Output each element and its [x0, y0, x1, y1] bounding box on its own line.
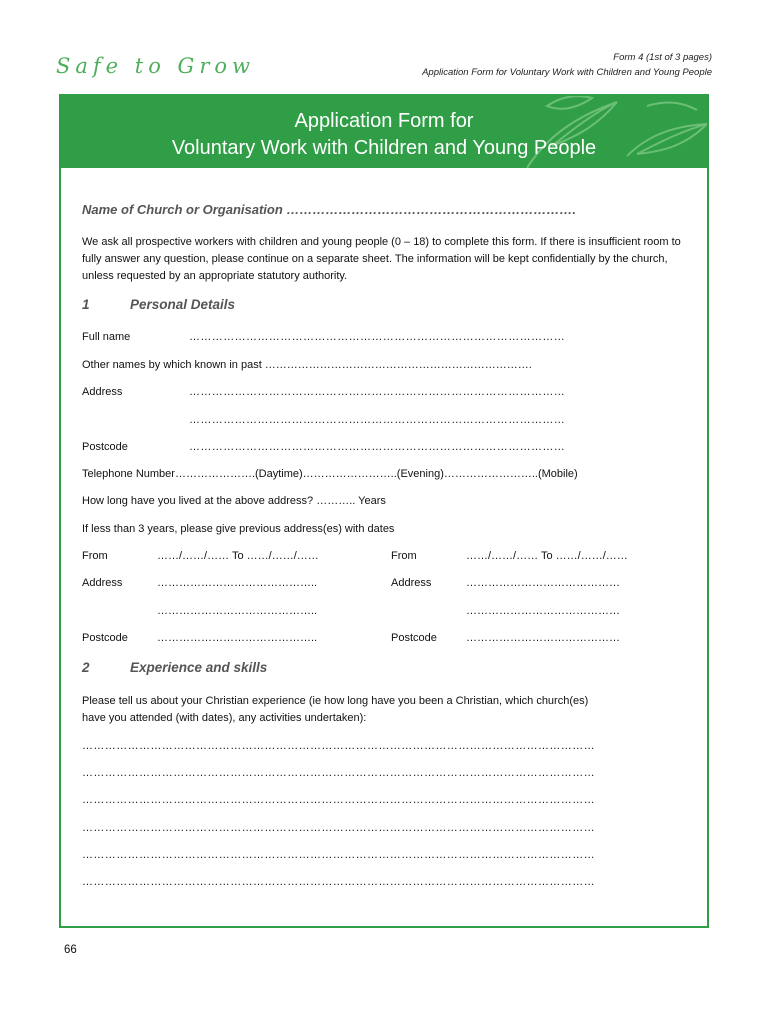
- prev-postcode-label-2: Postcode: [391, 632, 437, 644]
- prev-address-field-line2[interactable]: ……………………………………..: [157, 605, 318, 617]
- from-label: From: [82, 550, 108, 562]
- section-title: Experience and skills: [130, 660, 268, 675]
- experience-answer-line[interactable]: ………………………………………………………………………………………………………………………: [82, 822, 595, 834]
- previous-address-instruction: If less than 3 years, please give previous address(es) with dates: [82, 523, 395, 535]
- section-title: Personal Details: [130, 297, 236, 312]
- experience-answer-line[interactable]: ………………………………………………………………………………………………………………………: [82, 849, 595, 861]
- years-at-address-field[interactable]: How long have you lived at the above address? ……….. Years: [82, 495, 386, 507]
- prev-address-2-field-line2[interactable]: ……………………………………: [466, 605, 620, 617]
- section-number: 1: [82, 297, 90, 312]
- form-frame: [59, 94, 709, 928]
- banner-title-line2: Voluntary Work with Children and Young People: [171, 137, 597, 159]
- prev-postcode-label: Postcode: [82, 632, 128, 644]
- banner-title: [61, 108, 707, 162]
- intro-paragraph: We ask all prospective workers with children and young people (0 – 18) to complete this form. If there is insufficient room to fully answer any question, please continue on a separate sheet. The information will be kept confidentially by the church, unless requested by an appropriate statutory authority.: [82, 236, 681, 282]
- full-name-label: Full name: [82, 331, 131, 343]
- organisation-name-field[interactable]: Name of Church or Organisation ………………………………………………………….: [82, 202, 577, 217]
- prev-postcode-field-2[interactable]: ……………………………………: [466, 632, 620, 644]
- form-ref-line2: Application Form for Voluntary Work with Children and Young People: [422, 67, 712, 78]
- from-to-dates-field-2[interactable]: ……/……/…… To ……/……/……: [466, 550, 628, 562]
- experience-answer-line[interactable]: ………………………………………………………………………………………………………………………: [82, 794, 595, 806]
- prev-address-label-2: Address: [391, 577, 432, 589]
- section-heading-experience: [82, 660, 267, 675]
- postcode-field[interactable]: ………………………………………………………………………………………: [189, 441, 566, 453]
- from-label-2: From: [391, 550, 417, 562]
- address-field-line2[interactable]: ………………………………………………………………………………………: [189, 414, 566, 426]
- section-number: 2: [82, 660, 90, 675]
- form-reference: [422, 50, 712, 80]
- postcode-label: Postcode: [82, 441, 128, 453]
- prev-address-2-field-line1[interactable]: ……………………………………: [466, 577, 620, 589]
- experience-answer-line[interactable]: ………………………………………………………………………………………………………………………: [82, 740, 595, 752]
- address-field-line1[interactable]: ………………………………………………………………………………………: [189, 386, 566, 398]
- banner-title-line1: Application Form for: [294, 110, 474, 132]
- address-label: Address: [82, 386, 123, 398]
- page-number: 66: [64, 944, 77, 956]
- prev-address-field-line1[interactable]: ……………………………………..: [157, 577, 318, 589]
- from-to-dates-field[interactable]: ……/……/…… To ……/……/……: [157, 550, 319, 562]
- telephone-field[interactable]: Telephone Number………………….(Daytime)……………………..(Evening)……………………..(Mobile): [82, 468, 578, 480]
- prev-address-label: Address: [82, 577, 123, 589]
- other-names-field[interactable]: Other names by which known in past ……………………………………………………………….: [82, 359, 532, 371]
- prev-postcode-field[interactable]: ……………………………………..: [157, 632, 318, 644]
- brand-logo-text: Safe to Grow: [56, 54, 255, 78]
- full-name-field[interactable]: ………………………………………………………………………………………: [189, 331, 566, 343]
- experience-answer-line[interactable]: ………………………………………………………………………………………………………………………: [82, 767, 595, 779]
- experience-prompt-line1: Please tell us about your Christian experience (ie how long have you been a Christian, which church(es): [82, 695, 589, 707]
- experience-prompt-line2: have you attended (with dates), any activities undertaken):: [82, 712, 367, 724]
- title-banner: [61, 96, 707, 168]
- section-heading-personal-details: [82, 297, 235, 312]
- experience-answer-line[interactable]: ………………………………………………………………………………………………………………………: [82, 876, 595, 888]
- form-ref-line1: Form 4 (1st of 3 pages): [613, 52, 712, 63]
